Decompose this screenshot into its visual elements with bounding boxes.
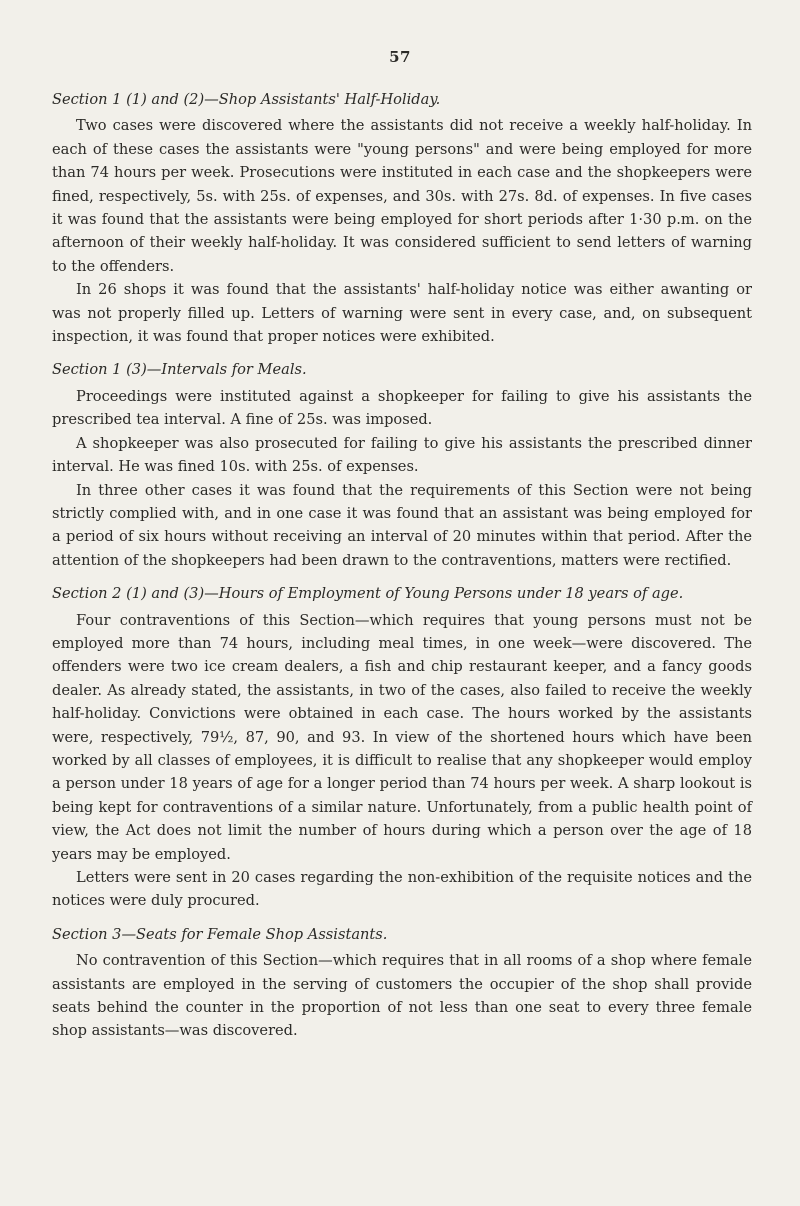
paragraph: In 26 shops it was found that the assistants' half-holiday notice was either awanting or was not properly filled up. Letters of warning were sent in every case, and, on subsequent inspection, it was found that proper notices were exhibited. [52, 281, 752, 346]
section-heading: Section 1 (3)—Intervals for Meals. [52, 361, 307, 379]
section-heading: Section 2 (1) and (3)—Hours of Employment of Young Persons under 18 years of age. [52, 585, 684, 603]
paragraph: No contravention of this Section—which requires that in all rooms of a shop where female assistants are employed in the serving of customers the occupier of the shop shall provide seats behind the counter in the proportion of not less than one seat to every three female shop assistants—was discovered. [52, 952, 752, 1040]
section-hours-of-employment [52, 582, 752, 913]
page-number: 57 [389, 48, 411, 66]
paragraph: Letters were sent in 20 cases regarding the non-exhibition of the requisite notices and the notices were duly procured. [52, 869, 752, 910]
section-heading: Section 3—Seats for Female Shop Assistants. [52, 925, 388, 943]
paragraph: Four contraventions of this Section—which requires that young persons must not be employed more than 74 hours, including meal times, in one week—were discovered. The offenders were two ice cream dealers, a fish and chip restaurant keeper, and a fancy goods dealer. As already stated, the assistants, in two of the cases, also failed to receive the weekly half-holiday. Convictions were obtained in each case. The hours worked by the assistants were, respectively, 79½, 87, 90, and 93. In view of the shortened hours which have been worked by all classes of employees, it is difficult to realise that any shopkeeper would employ a person under 18 years of age for a longer period than 74 hours per week. A sharp lookout is being kept for contraventions of a similar nature. Unfortunately, from a public health point of view, the Act does not limit the number of hours during which a person over the age of 18 years may be employed. [52, 611, 752, 863]
page-body [52, 88, 752, 1043]
section-seats-for-female-assistants [52, 923, 752, 1043]
section-intervals-for-meals [52, 358, 752, 572]
paragraph: Proceedings were instituted against a shopkeeper for failing to give his assistants the prescribed tea interval. A fine of 25s. was imposed. [52, 387, 752, 429]
paragraph: In three other cases it was found that the requirements of this Section were not being strictly complied with, and in one case it was found that an assistant was being employed for a period of six hours without receiving an interval of 20 minutes within that period. After the attention of the shopkeepers had been drawn to the contraventions, matters were rectified. [52, 481, 752, 569]
section-heading: Section 1 (1) and (2)—Shop Assistants' Half-Holiday. [52, 91, 441, 108]
section-half-holiday [52, 88, 752, 348]
paragraph: A shopkeeper was also prosecuted for failing to give his assistants the prescribed dinner interval. He was fined 10s. with 25s. of expenses. [52, 434, 752, 476]
paragraph: Two cases were discovered where the assistants did not receive a weekly half-holiday. In each of these cases the assistants were "young persons" and were being employed for more than 74 hours per week. Prosecutions were instituted in each case and the shopkeepers were fined, respectively, 5s. with 25s. of expenses, and 30s. with 27s. 8d. of expenses. In five cases it was found that the assistants were being employed for short periods after 1·30 p.m. on the afternoon of their weekly half-holiday. It was considered sufficient to send letters of warning to the offenders. [52, 117, 752, 275]
